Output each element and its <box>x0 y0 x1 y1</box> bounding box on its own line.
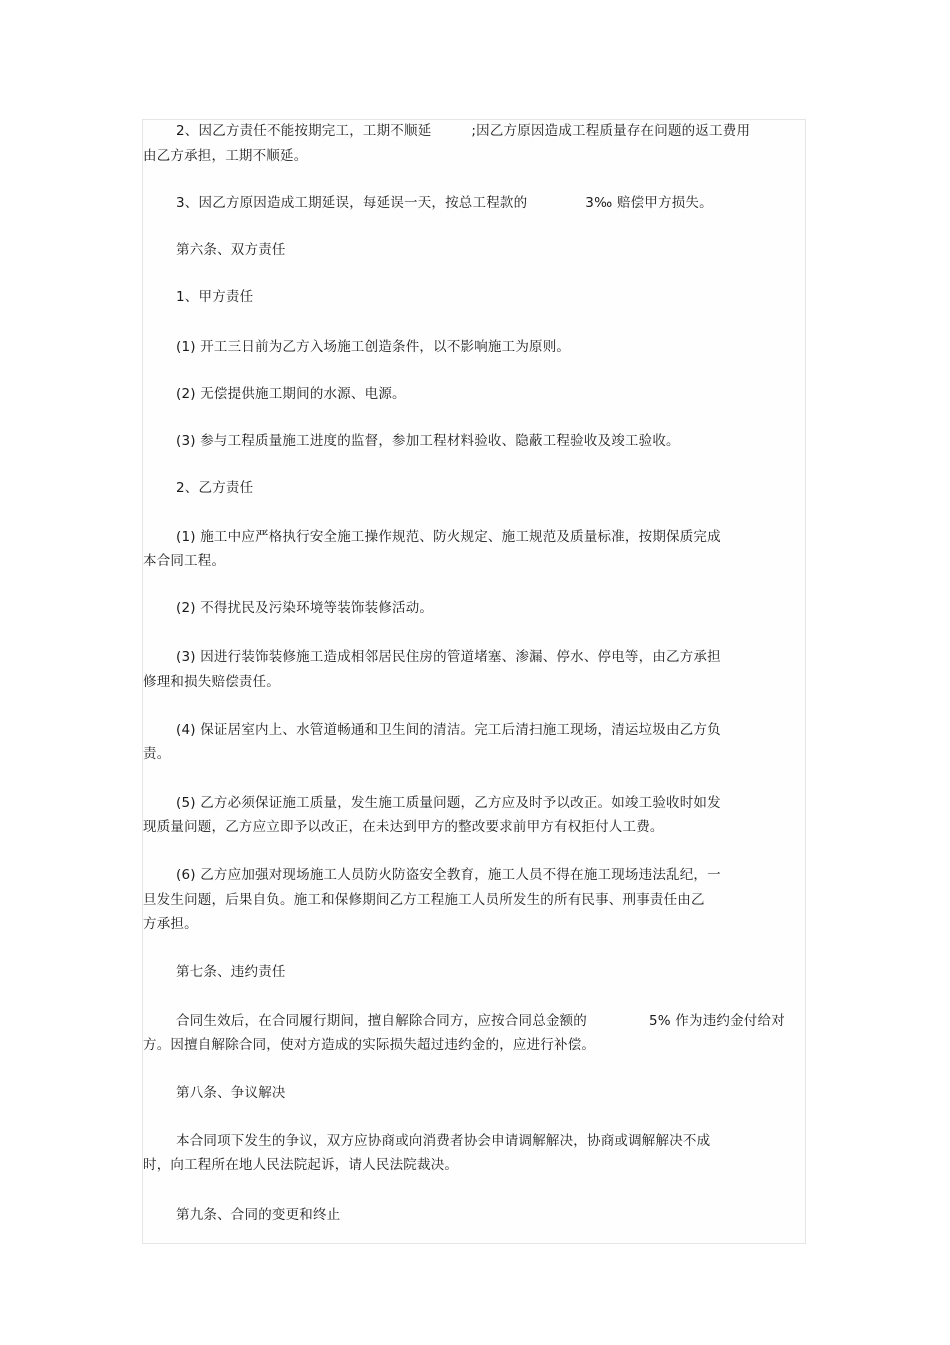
article-7-heading: 第七条、违约责任 <box>176 964 286 980</box>
party-b-item-1: (1) 施工中应严格执行安全施工操作规范、防火规定、施工规范及质量标准，按期保质完成 <box>176 529 721 545</box>
article-6-heading: 第六条、双方责任 <box>176 242 286 258</box>
text-segment: ;因乙方原因造成工程质量存在问题的返工费用 <box>471 123 751 139</box>
text-segment: 3‰ 赔偿甲方损失。 <box>585 195 713 211</box>
clause-5-item-2 <box>176 121 750 141</box>
article-7-body <box>176 1011 785 1031</box>
paragraph-line: 责。 <box>143 746 171 762</box>
party-b-item-6: (6) 乙方应加强对现场施工人员防火防盗安全教育，施工人员不得在施工现场违法乱纪，一 <box>176 867 721 883</box>
party-b-item-4: (4) 保证居室内上、水管道畅通和卫生间的清洁。完工后清扫施工现场，清运垃圾由乙方负 <box>176 722 721 738</box>
paragraph-line: 旦发生问题，后果自负。施工和保修期间乙方工程施工人员所发生的所有民事、刑事责任由乙 <box>143 892 705 908</box>
party-b-item-5: (5) 乙方必须保证施工质量，发生施工质量问题，乙方应及时予以改正。如竣工验收时如发 <box>176 795 721 811</box>
party-a-item-3: (3) 参与工程质量施工进度的监督，参加工程材料验收、隐蔽工程验收及竣工验收。 <box>176 433 680 449</box>
article-9-heading: 第九条、合同的变更和终止 <box>176 1207 341 1223</box>
paragraph-line: 现质量问题，乙方应立即予以改正，在未达到甲方的整改要求前甲方有权拒付人工费。 <box>143 819 664 835</box>
party-a-heading: 1、甲方责任 <box>176 289 254 305</box>
party-b-item-3: (3) 因进行装饰装修施工造成相邻居民住房的管道堵塞、渗漏、停水、停电等，由乙方承担 <box>176 649 721 665</box>
party-a-item-2: (2) 无偿提供施工期间的水源、电源。 <box>176 386 406 402</box>
text-segment: 2、因乙方责任不能按期完工，工期不顺延 <box>176 123 432 139</box>
article-8-body: 本合同项下发生的争议，双方应协商或向消费者协会申请调解解决，协商或调解解决不成 <box>176 1133 711 1149</box>
paragraph-line: 方。因擅自解除合同，使对方造成的实际损失超过违约金的，应进行补偿。 <box>143 1037 596 1053</box>
text-segment: 合同生效后，在合同履行期间，擅自解除合同方，应按合同总金额的 <box>176 1013 587 1029</box>
paragraph-line: 方承担。 <box>143 916 198 932</box>
clause-5-item-3 <box>176 193 713 213</box>
paragraph-line: 时，向工程所在地人民法院起诉，请人民法院裁决。 <box>143 1157 459 1173</box>
paragraph-line: 修理和损失赔偿责任。 <box>143 674 280 690</box>
party-b-heading: 2、乙方责任 <box>176 480 254 496</box>
article-8-heading: 第八条、争议解决 <box>176 1085 286 1101</box>
party-b-item-2: (2) 不得扰民及污染环境等装饰装修活动。 <box>176 600 434 616</box>
paragraph-line: 本合同工程。 <box>143 553 226 569</box>
party-a-item-1: (1) 开工三日前为乙方入场施工创造条件，以不影响施工为原则。 <box>176 339 571 355</box>
paragraph-line: 由乙方承担，工期不顺延。 <box>143 148 308 164</box>
text-segment: 5% 作为违约金付给对 <box>649 1013 785 1029</box>
text-segment: 3、因乙方原因造成工期延误，每延误一天，按总工程款的 <box>176 195 528 211</box>
